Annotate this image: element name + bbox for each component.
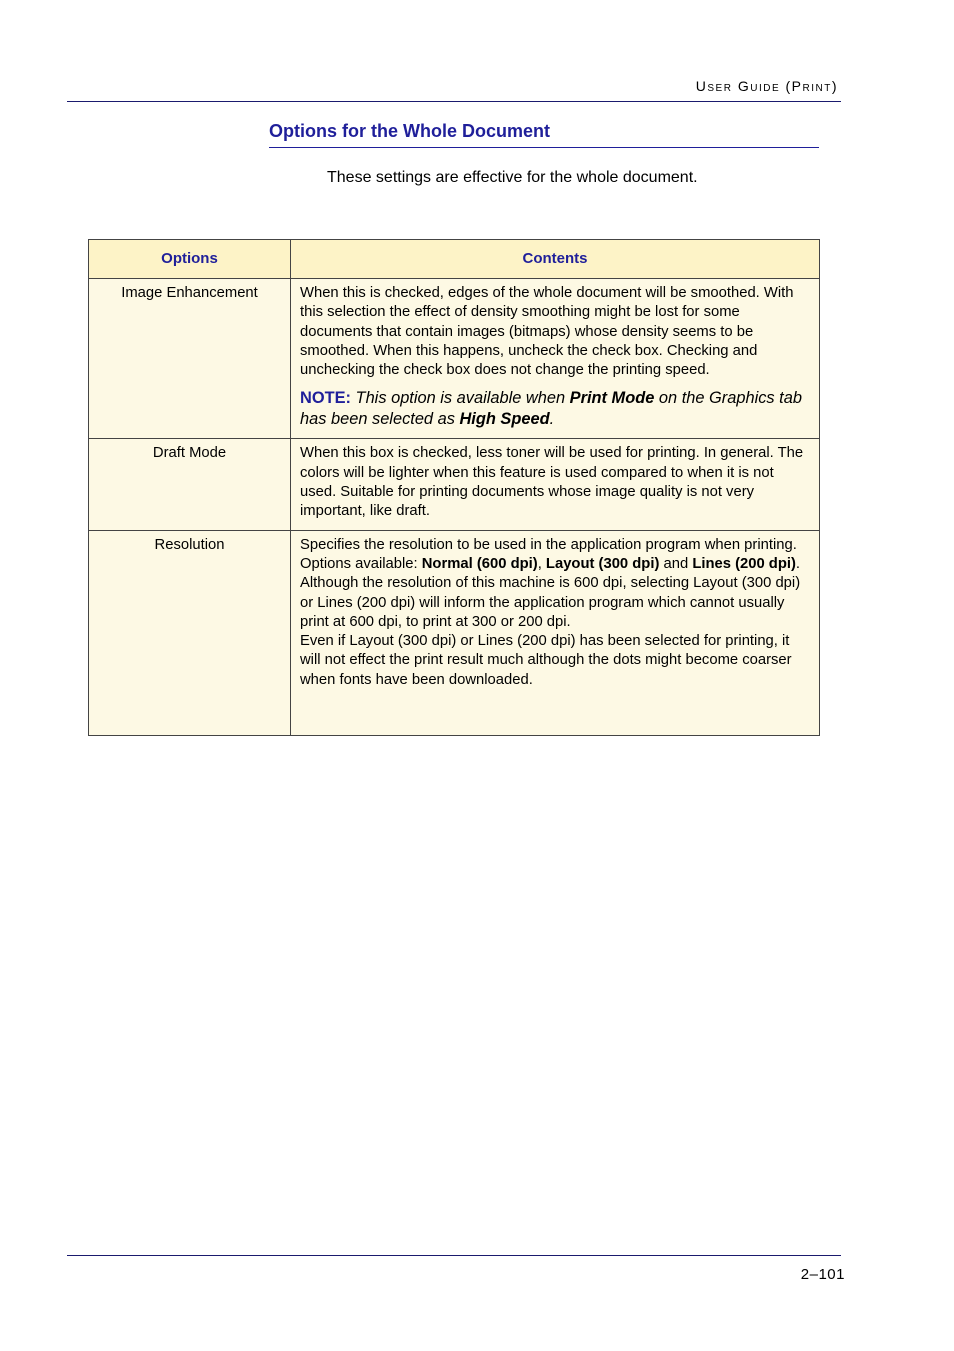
intro-text: These settings are effective for the whole document. bbox=[327, 169, 698, 186]
option-layout: Layout (300 dpi) bbox=[545, 555, 660, 572]
section-title: Options for the Whole Document bbox=[269, 121, 819, 148]
table-row bbox=[89, 530, 820, 735]
option-description bbox=[291, 439, 820, 530]
column-header-contents: Contents bbox=[291, 240, 820, 279]
note-bold-high-speed: High Speed bbox=[459, 410, 550, 429]
description-text: Even if Layout (300 dpi) or Lines (200 dpi) has been selected for printing, it will not effect the print result much although the dots might become coarser when fonts have been downloaded. bbox=[300, 633, 792, 688]
note-label: NOTE: bbox=[300, 389, 351, 408]
footer-rule bbox=[67, 1255, 841, 1256]
description-text: When this is checked, edges of the whole document will be smoothed. With this selection the effect of density smoothing might be lost for some documents that contain images (bitmaps) whose density seems to be smoothed. When this happens, uncheck the check box. Checking and unchecking the check box does not change the printing speed. bbox=[300, 285, 794, 379]
option-normal: Normal (600 dpi) bbox=[421, 555, 538, 572]
separator: , bbox=[537, 555, 546, 572]
header-rule bbox=[67, 101, 841, 102]
option-description bbox=[291, 279, 820, 439]
description-text: When this box is checked, less toner will be used for printing. In general. The colors will be lighter when this feature is used compared to when it is not used. Suitable for printing documents whose image quality is not very important, like draft. bbox=[300, 445, 804, 520]
description-text: Specifies the resolution to be used in the application program when printing. bbox=[300, 536, 797, 553]
separator: and bbox=[659, 555, 693, 572]
description-text: Although the resolution of this machine is 600 dpi, selecting Layout (300 dpi) or Lines (200 dpi) will inform the application program which cannot usually print at 600 dpi, to print at 300 or 200 dpi. bbox=[300, 575, 801, 630]
table-header-row bbox=[89, 240, 820, 279]
note-text: on the Graphics tab has been selected as bbox=[300, 389, 802, 429]
option-name: Resolution bbox=[89, 530, 291, 735]
note bbox=[300, 388, 810, 430]
options-available-text bbox=[300, 555, 810, 574]
option-name: Draft Mode bbox=[89, 439, 291, 530]
options-suffix: . bbox=[795, 555, 801, 572]
running-header: User Guide (Print) bbox=[695, 78, 838, 94]
option-name: Image Enhancement bbox=[89, 279, 291, 439]
page-number: 2–101 bbox=[800, 1266, 845, 1283]
table-row bbox=[89, 439, 820, 530]
note-text: . bbox=[549, 410, 555, 429]
option-lines: Lines (200 dpi) bbox=[692, 555, 796, 572]
note-text: This option is available when bbox=[351, 389, 570, 408]
options-table bbox=[88, 239, 820, 736]
note-bold-print-mode: Print Mode bbox=[569, 389, 655, 408]
options-prefix: Options available: bbox=[300, 555, 422, 572]
option-description bbox=[291, 530, 820, 735]
table-row bbox=[89, 279, 820, 439]
column-header-options: Options bbox=[89, 240, 291, 279]
